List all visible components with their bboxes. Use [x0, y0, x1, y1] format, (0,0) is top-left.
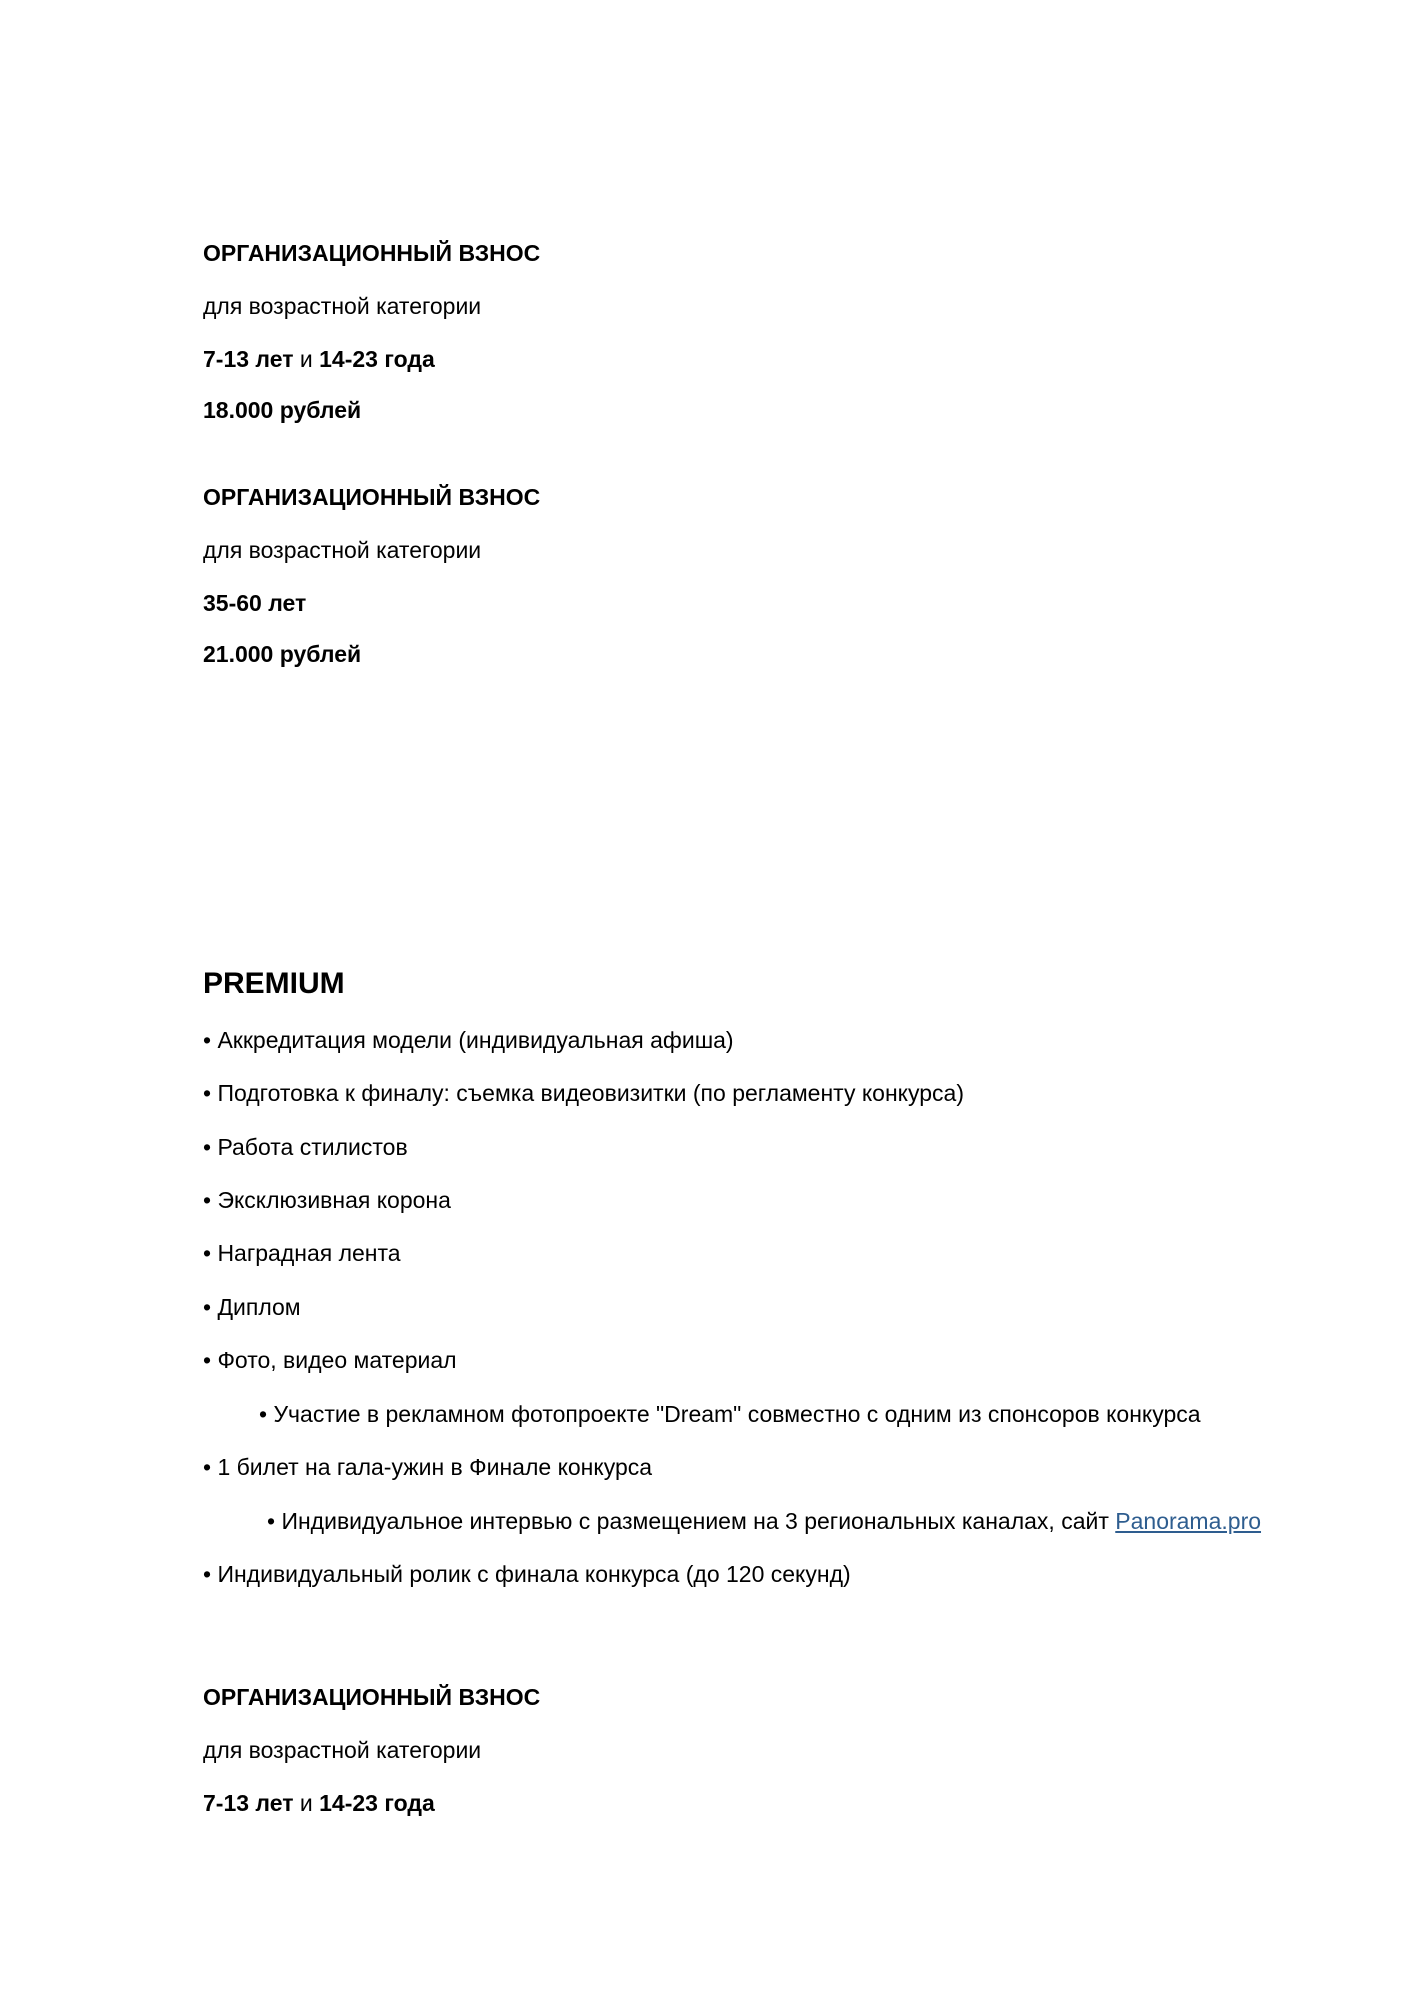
premium-heading: PREMIUM: [203, 967, 345, 1000]
age-range-a: 7-13 лет: [203, 346, 294, 372]
premium-item: • Подготовка к финалу: съемка видеовизитки (по регламенту конкурса): [203, 1080, 964, 1106]
fee-category-label-3: для возрастной категории: [203, 1737, 482, 1763]
fee-category-label-1: для возрастной категории: [203, 293, 482, 319]
premium-item: • Аккредитация модели (индивидуальная афиша): [203, 1027, 734, 1053]
premium-item: • Работа стилистов: [203, 1134, 408, 1160]
fee-price-2: 21.000 рублей: [203, 641, 362, 667]
fee-age-range-1: [203, 344, 435, 374]
premium-item: • Индивидуальный ролик с финала конкурса (до 120 секунд): [203, 1561, 851, 1587]
panorama-link[interactable]: Panorama.pro: [1115, 1508, 1262, 1534]
fee-age-range-2: 35-60 лет: [203, 590, 307, 616]
age-range-a: 7-13 лет: [203, 1790, 294, 1816]
premium-item: • Диплом: [203, 1294, 301, 1320]
premium-subitem-interview: [267, 1506, 1261, 1536]
fee-price-1: 18.000 рублей: [203, 397, 362, 423]
fee-age-range-3: [203, 1788, 435, 1818]
premium-item: • 1 билет на гала-ужин в Финале конкурса: [203, 1454, 653, 1480]
age-conjunction: и: [293, 346, 320, 372]
premium-item: • Эксклюзивная корона: [203, 1187, 451, 1213]
fee-title-3: ОРГАНИЗАЦИОННЫЙ ВЗНОС: [203, 1684, 541, 1710]
premium-item: • Фото, видео материал: [203, 1347, 457, 1373]
age-conjunction: и: [293, 1790, 320, 1816]
premium-subitem: • Участие в рекламном фотопроекте "Dream" совместно с одним из спонсоров конкурса: [259, 1401, 1201, 1427]
fee-title-1: ОРГАНИЗАЦИОННЫЙ ВЗНОС: [203, 240, 541, 266]
interview-text: • Индивидуальное интервью с размещением на 3 региональных каналах, сайт: [267, 1508, 1116, 1534]
age-range-b: 14-23 года: [319, 1790, 435, 1816]
fee-category-label-2: для возрастной категории: [203, 537, 482, 563]
premium-item: • Наградная лента: [203, 1240, 401, 1266]
age-range-b: 14-23 года: [319, 346, 435, 372]
fee-title-2: ОРГАНИЗАЦИОННЫЙ ВЗНОС: [203, 484, 541, 510]
